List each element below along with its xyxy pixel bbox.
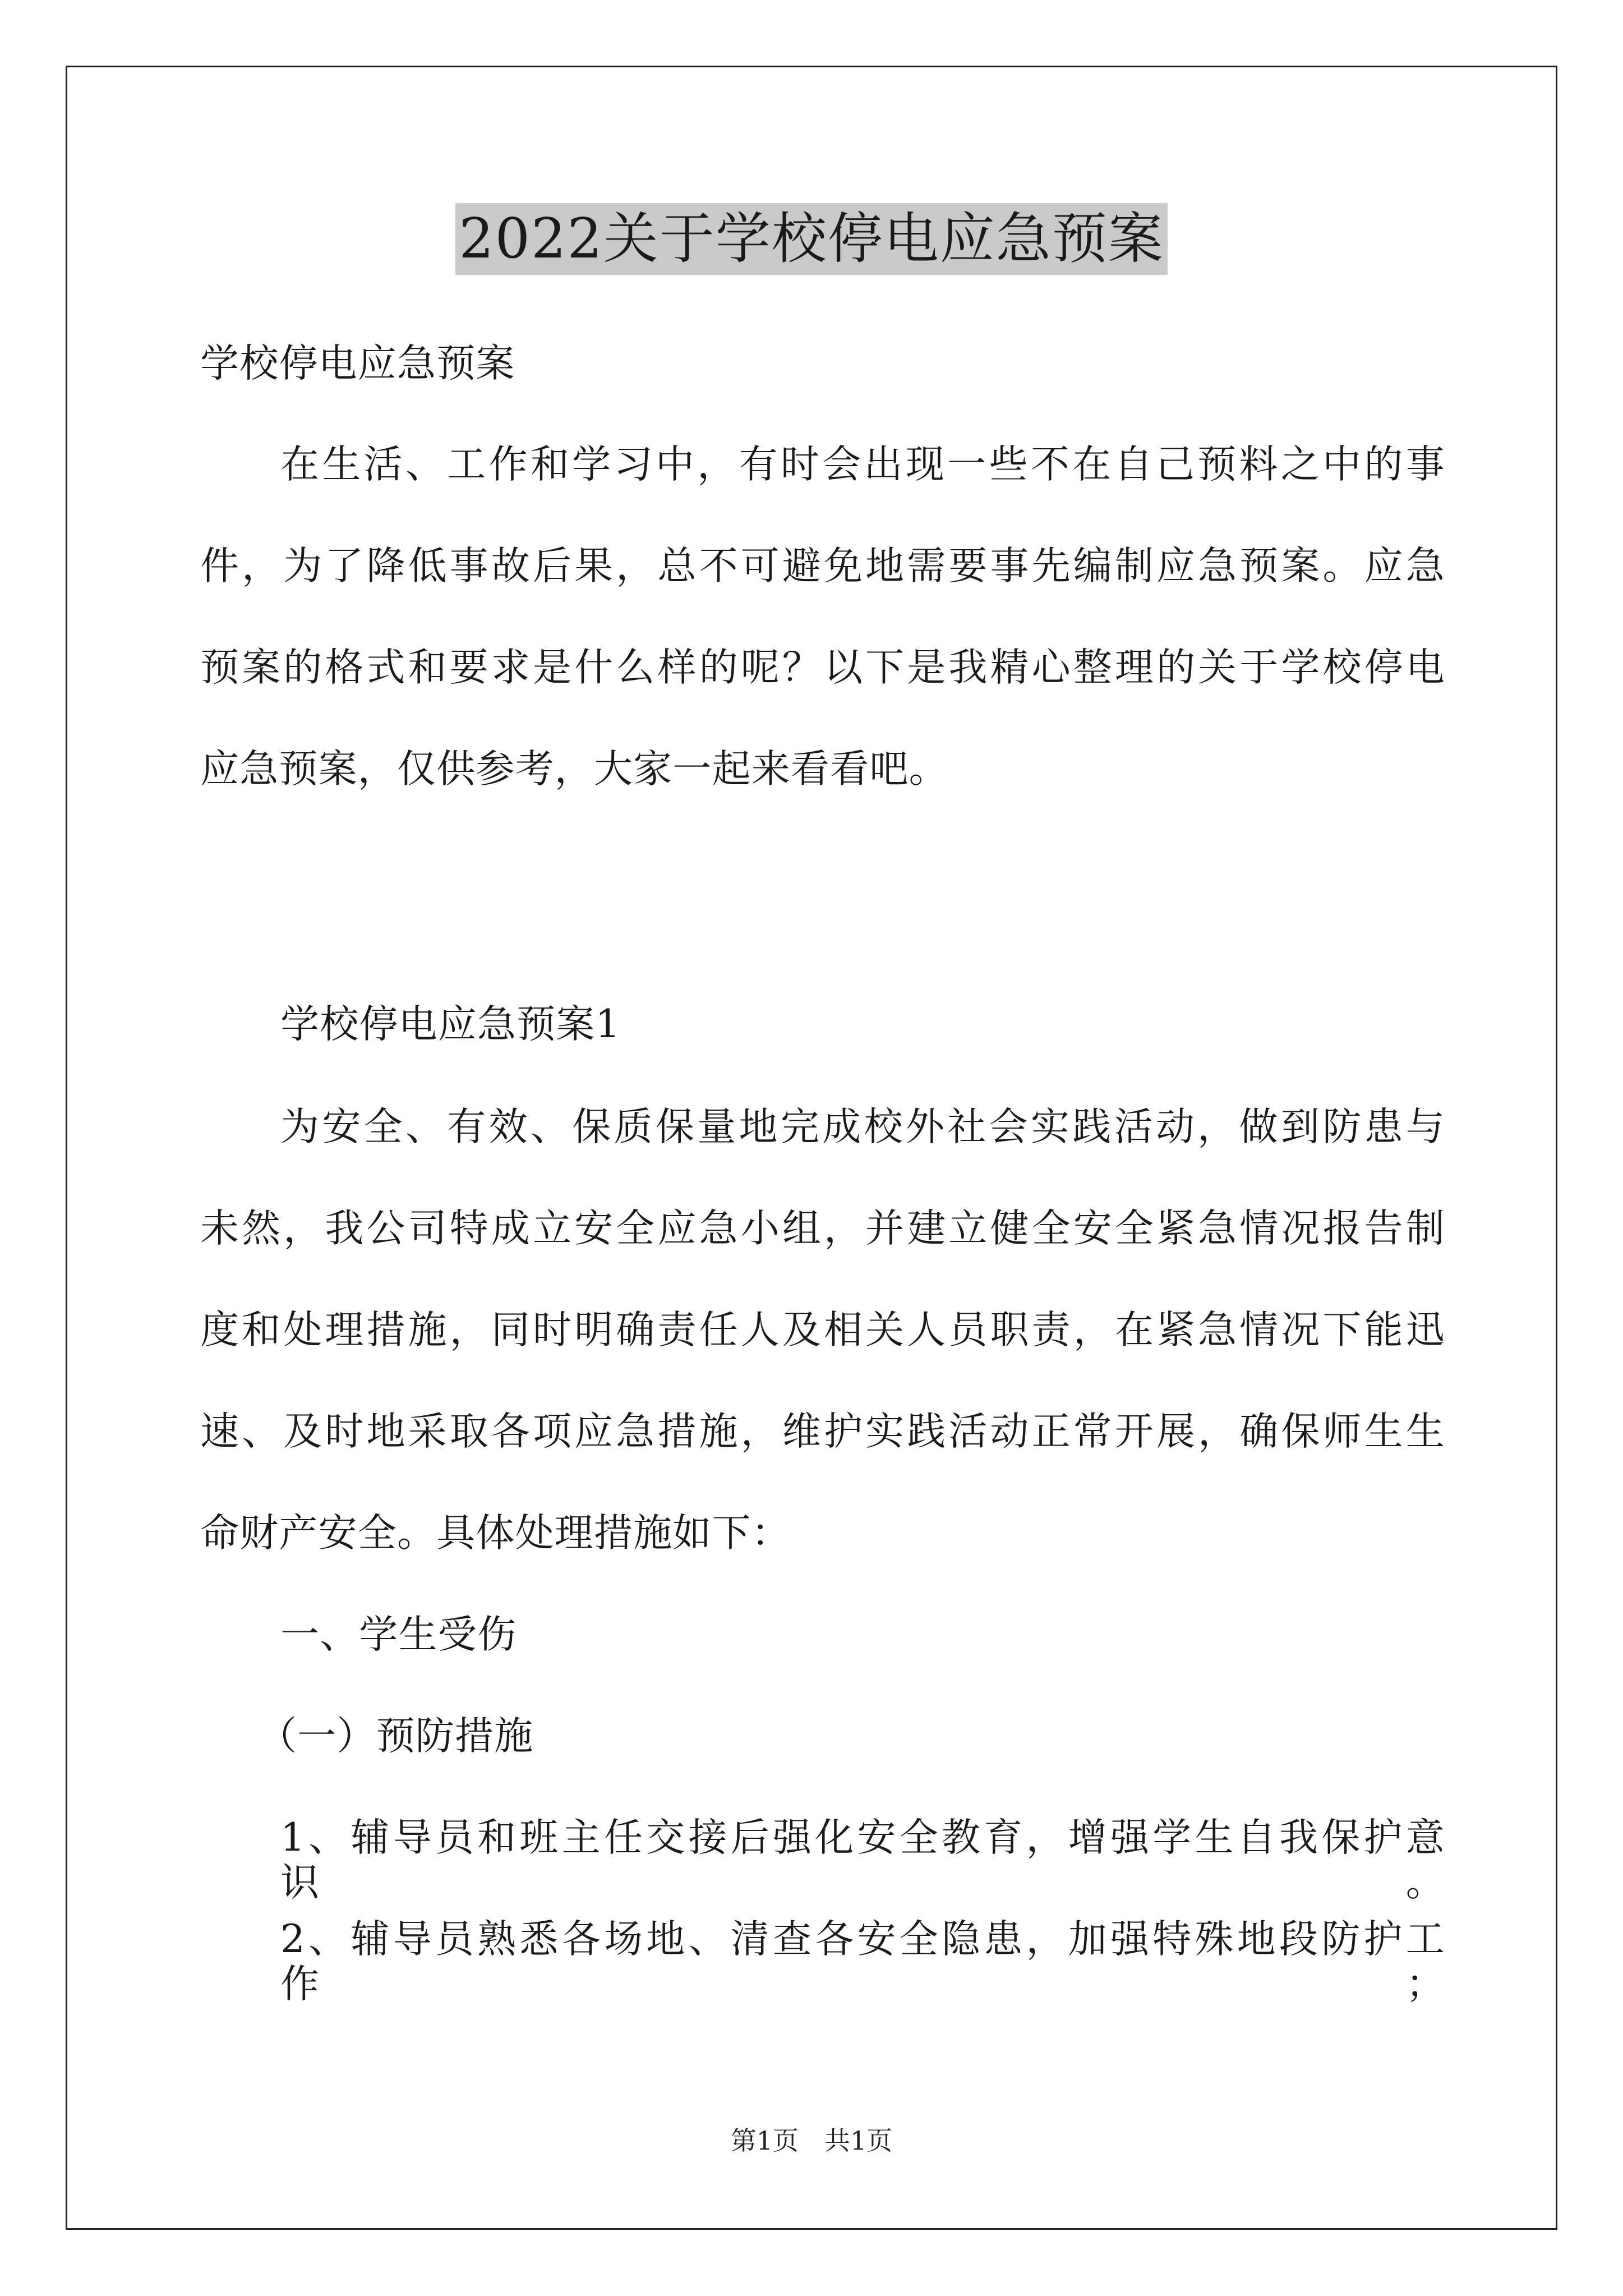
section-title: 学校停电应急预案1 [280,1002,621,1047]
list-item: 2、辅导员熟悉各场地、清查各安全隐患，加强特殊地段防护工作； [280,1917,1445,2007]
intro-line: 件，为了降低事故后果，总不可避免地需要事先编制应急预案。应急 [200,544,1445,588]
document-title: 2022关于学校停电应急预案 [455,203,1167,275]
page-total: 共1页 [824,2125,893,2156]
body-line: 未然，我公司特成立安全应急小组，并建立健全安全紧急情况报告制 [200,1206,1445,1251]
body-line: 度和处理措施，同时明确责任人及相关人员职责，在紧急情况下能迅 [200,1308,1445,1352]
heading-prevention: （一）预防措施 [258,1714,534,1759]
body-line: 为安全、有效、保质保量地完成校外社会实践活动，做到防患与 [280,1105,1445,1149]
body-line: 速、及时地采取各项应急措施，维护实践活动正常开展，确保师生生 [200,1409,1445,1454]
page-footer [0,2125,1623,2156]
page-number: 第1页 [730,2125,799,2156]
body-line: 命财产安全。具体处理措施如下： [200,1511,791,1556]
title-block [0,203,1623,275]
intro-line: 在生活、工作和学习中，有时会出现一些不在自己预料之中的事 [280,442,1445,487]
intro-line: 应急预案，仅供参考，大家一起来看看吧。 [200,747,948,792]
intro-line: 预案的格式和要求是什么样的呢？以下是我精心整理的关于学校停电 [200,645,1445,690]
list-item: 1、辅导员和班主任交接后强化安全教育，增强学生自我保护意识。 [280,1815,1445,1905]
heading-student-injury: 一、学生受伤 [280,1612,517,1657]
document-subtitle: 学校停电应急预案 [200,341,515,386]
